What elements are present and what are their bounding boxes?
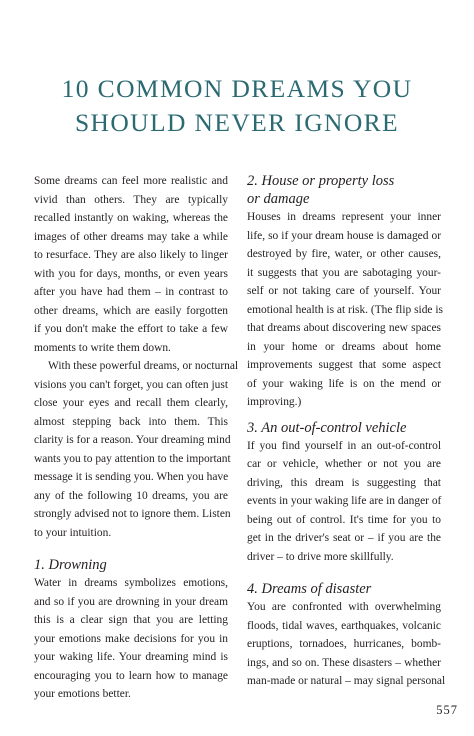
text-line: any of the following 10 dreams, you are [34,489,228,502]
text-line: close your eyes and recall them clearly, [34,397,228,409]
section-disaster-text [247,598,446,691]
text-line: that dreams about discovering new spaces [247,322,441,334]
text-line: strongly advised not to ignore them. Listen [34,508,231,520]
text-line: car or vehicle, whether or not you are [247,458,441,470]
text-line: vivid than others. They are typically [34,193,228,206]
text-line: Houses in dreams represent your inner [247,211,441,223]
text-line: destroyed by fire, water, or other causes, [247,248,441,260]
text-line: moments to write them down. [34,341,171,354]
text-line: of your waking life is on the mend or [247,377,441,390]
text-line: almost stepping back into them. This [34,415,228,428]
text-line: other dreams, which are easily forgotten [34,304,228,317]
text-line: message it is sending you. When you have [34,471,229,483]
text-line: With these powerful dreams, or nocturnal [48,360,239,372]
text-line: driving, this dream is suggesting that [247,476,441,489]
text-line: Water in dreams symbolizes emotions, [34,577,228,589]
text-line: improvements suggest that some aspect [247,359,441,371]
text-line: your emotions better. [34,688,131,700]
text-line: to resurface. They are also likely to linger [34,249,228,261]
section-house-text [247,208,441,412]
section-heading-disaster: 4. Dreams of disaster [247,581,372,597]
text-line: man-made or natural – may signal personal [247,675,446,687]
page-title-line-2: SHOULD NEVER IGNORE [74,108,400,137]
text-line: it suggests that you are sabotaging your- [247,266,441,279]
text-line: get in the driver's seat or – if you are the [247,532,441,544]
page-number: 557 [436,703,458,717]
text-line: encouraging you to learn how to manage [34,669,228,682]
text-line: events in your waking life are in danger of [247,495,442,507]
intro-paragraph-1 [34,172,228,357]
text-line: Some dreams can feel more realistic and [34,175,228,187]
text-line: if you don't make the effort to take a few [34,323,228,335]
section-heading-vehicle: 3. An out-of-control vehicle [247,419,407,436]
page-title-line-1: 10 COMMON DREAMS YOU [61,74,413,103]
text-line: and so if you are drowning in your dream [34,595,228,608]
text-line: You are confronted with overwhelming [247,601,441,613]
text-line: If you find yourself in an out-of-control [247,439,441,452]
text-line: eruptions, tornadoes, hurricanes, bomb- [247,638,441,650]
text-line: after you have had them – in contrast to [34,286,228,298]
text-line: driver – to drive more skillfully. [247,550,394,563]
text-line: visions you can't forget, you can often just [34,378,228,391]
section-heading-drowning: 1. Drowning [34,557,107,573]
text-line: your emotions make decisions for you in [34,632,228,645]
right-column [247,172,446,691]
text-line: this is a clear sign that you are letting [34,614,228,626]
text-line: recalled instantly on waking, whereas the [34,212,228,224]
text-line: clarity is for a reason. Your dreaming mind [34,434,231,446]
text-line: life, so if your dream house is damaged or [247,229,441,242]
text-line: in your home or dreams about home [247,340,441,353]
section-heading-house-line-1: 2. House or property loss [247,173,395,189]
text-line: to your intuition. [34,526,112,539]
text-line: improving.) [247,396,302,408]
text-line: emotional health is at risk. (The flip side is [247,303,443,316]
text-line: ings, and so on. These disasters – whether [247,656,441,669]
text-line: wants you to pay attention to the important [34,452,231,465]
intro-paragraph-2 [34,357,239,542]
text-line: self or not taking care of yourself. Your [247,285,441,297]
text-line: images of other dreams may take a while [34,230,228,243]
text-line: floods, tidal waves, earthquakes, volcanic [247,619,441,632]
text-line: your waking life. Your dreaming mind is [34,651,228,663]
section-vehicle-text [247,437,441,567]
section-heading-house-line-2: or damage [247,191,310,207]
text-line: being out of control. It's time for you to [247,513,441,526]
section-drowning-text [34,574,228,704]
left-column [34,172,239,704]
text-line: with you for days, months, or even years [34,267,228,280]
